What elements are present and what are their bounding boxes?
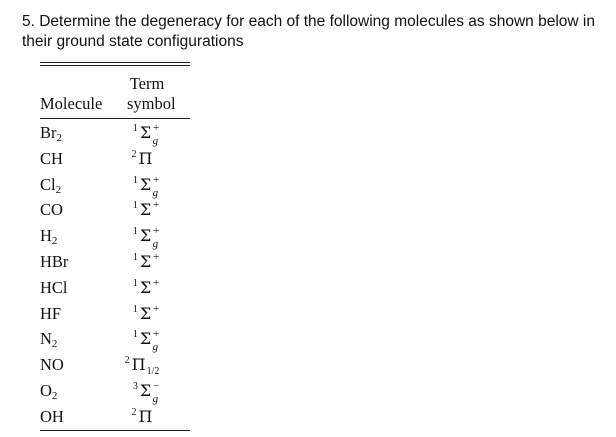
spin-multiplicity: 3 [132,381,138,392]
molecule-cell [40,304,61,324]
spin-multiplicity: 1 [132,174,138,186]
table-bottom-rule [40,430,190,431]
molecule-subscript: 2 [55,183,62,196]
header-symbol: symbol [127,94,176,113]
spin-multiplicity: 1 [132,277,138,289]
molecule-cell [40,175,61,196]
reflection-symmetry: + [152,302,160,315]
term-letter: Σ [139,303,152,323]
term-letter: Σ [139,381,152,400]
molecule-formula: CH [40,148,63,168]
spin-multiplicity: 1 [132,303,138,315]
molecule-formula: Br [40,123,57,142]
molecule-formula: Cl [40,174,56,194]
molecule-cell [40,123,62,144]
term-letter: Π [138,406,153,426]
term-symbol-cell [123,252,169,272]
parity-label: g [152,238,159,251]
term-symbol-cell [123,380,169,405]
molecule-subscript: 2 [51,338,58,351]
reflection-symmetry: + [152,199,160,212]
molecule-cell [40,149,63,169]
spin-multiplicity: 1 [132,329,138,341]
molecule-cell [40,329,57,350]
term-symbol-cell [123,304,169,324]
molecule-cell [40,381,57,402]
header-term: Term [129,74,165,93]
spin-multiplicity: 1 [132,123,138,134]
spin-multiplicity: 1 [132,252,138,263]
molecule-formula: HF [40,303,62,323]
molecule-cell [40,407,64,427]
molecule-formula: O [40,381,52,400]
molecule-cell [40,355,64,375]
term-letter: Σ [139,123,152,142]
reflection-symmetry: + [152,225,160,238]
term-symbol-cell [123,122,169,147]
molecule-cell [40,226,57,247]
molecule-formula: CO [40,200,63,220]
spin-multiplicity: 1 [132,200,138,212]
term-symbol-cell [123,149,169,169]
molecule-cell [40,278,68,298]
parity-label: g [152,341,159,354]
molecule-formula: HBr [40,252,69,271]
molecule-cell [40,252,68,272]
term-letter: Σ [139,174,152,194]
molecule-formula: H [40,226,52,246]
molecule-subscript: 2 [51,390,58,402]
reflection-symmetry: + [152,251,160,263]
spin-multiplicity: 2 [131,148,137,160]
term-letter: Σ [139,277,152,297]
molecule-formula: HCl [40,277,68,297]
header-molecule: Molecule [40,94,103,113]
term-symbol-cell [123,355,169,382]
term-letter: Π [131,355,146,375]
term-symbol-cell [123,328,169,354]
table-top-rule-2 [40,65,190,66]
reflection-symmetry: − [152,380,160,392]
term-letter: Σ [139,329,152,349]
molecule-subscript: 2 [51,235,58,248]
parity-label: g [152,135,159,147]
table-top-rule [40,62,190,63]
term-symbol-cell [123,173,169,199]
omega-subscript: 1/2 [146,366,160,378]
term-symbol-cell [123,225,169,251]
molecule-formula: NO [40,355,64,375]
header-rule [40,118,190,119]
parity-label: g [152,393,159,405]
term-letter: Π [138,148,153,168]
parity-label: g [152,186,159,199]
molecule-subscript: 2 [56,132,62,144]
reflection-symmetry: + [152,328,160,341]
term-symbol-cell [123,407,169,427]
molecule-formula: OH [40,406,64,426]
term-letter: Σ [139,252,152,271]
spin-multiplicity: 2 [131,406,137,418]
question-text: 5. Determine the degeneracy for each of the following molecules as shown below in their ground state configurations [22,13,595,50]
molecule-cell [40,200,63,220]
term-symbol-cell [123,278,169,298]
reflection-symmetry: + [152,122,160,134]
reflection-symmetry: + [152,276,160,289]
spin-multiplicity: 1 [132,226,138,238]
molecule-formula: N [40,329,52,349]
term-symbol-cell [123,200,169,220]
reflection-symmetry: + [152,173,160,186]
term-letter: Σ [139,200,152,220]
term-letter: Σ [139,226,152,246]
spin-multiplicity: 2 [124,355,130,367]
